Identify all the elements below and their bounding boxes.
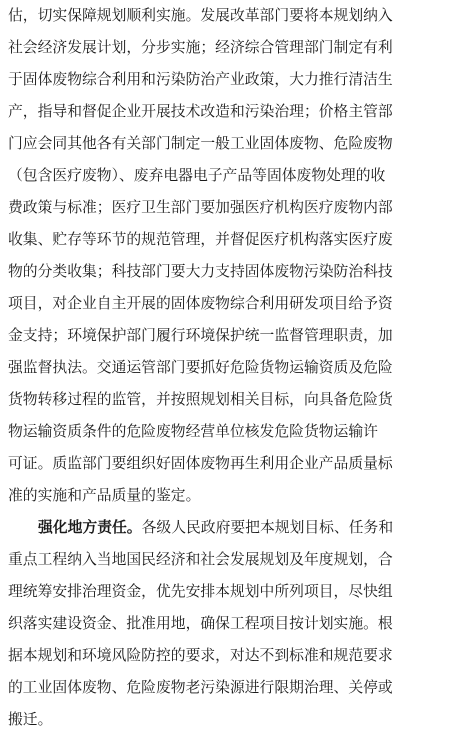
text-line: 门应会同其他各有关部门制定一般工业固体废物、危险废物 <box>8 135 393 152</box>
text-line: 费政策与标准；医疗卫生部门要加强医疗机构医疗废物内部 <box>8 199 393 216</box>
text-line: 社会经济发展计划，分步实施；经济综合管理部门制定有利 <box>8 39 393 56</box>
paragraph-first-line <box>38 513 460 543</box>
text-line: 理统筹安排治理资金，优先安排本规划中所列项目，尽快组 <box>8 583 393 600</box>
text-line: 收集、贮存等环节的规范管理，并督促医疗机构落实医疗废 <box>8 231 393 248</box>
text-line: 估，切实保障规划顺利实施。发展改革部门要将本规划纳入 <box>8 7 393 24</box>
text-line: 的工业固体废物、危险废物老污染源进行限期治理、关停或 <box>8 679 393 696</box>
text-line: 产，指导和督促企业开展技术改造和污染治理；价格主管部 <box>8 103 393 120</box>
text-line: 物运输资质条件的危险废物经营单位核发危险货物运输许 <box>8 423 378 440</box>
text-line: 准的实施和产品质量的鉴定。 <box>8 487 201 504</box>
text-line: 项目，对企业自主开展的固体废物综合利用研发项目给予资 <box>8 295 393 312</box>
text-line: 物的分类收集；科技部门要大力支持固体废物污染防治科技 <box>8 263 393 280</box>
text-line: （包含医疗废物）、废弃电器电子产品等固体废物处理的收 <box>8 167 386 184</box>
text-line: 于固体废物综合利用和污染防治产业政策，大力推行清洁生 <box>8 71 393 88</box>
text-line: 据本规划和环境风险防控的要求，对达不到标准和规范要求 <box>8 647 393 664</box>
text-line: 重点工程纳入当地国民经济和社会发展规划及年度规划，合 <box>8 551 393 568</box>
text-line: 金支持；环境保护部门履行环境保护统一监督管理职责，加 <box>8 327 393 344</box>
section-heading: 强化地方责任。 <box>38 519 142 536</box>
text-line: 可证。质监部门要组织好固体废物再生利用企业产品质量标 <box>8 455 393 472</box>
text-line: 织落实建设资金、批准用地，确保工程项目按计划实施。根 <box>8 615 393 632</box>
text-line: 货物转移过程的监管，并按照规划相关目标，向具备危险货 <box>8 391 393 408</box>
text-line: 搬迁。 <box>8 711 53 728</box>
text-run: 各级人民政府要把本规划目标、任务和 <box>141 519 394 536</box>
text-line: 强监督执法。交通运管部门要抓好危险货物运输资质及危险 <box>8 359 393 376</box>
